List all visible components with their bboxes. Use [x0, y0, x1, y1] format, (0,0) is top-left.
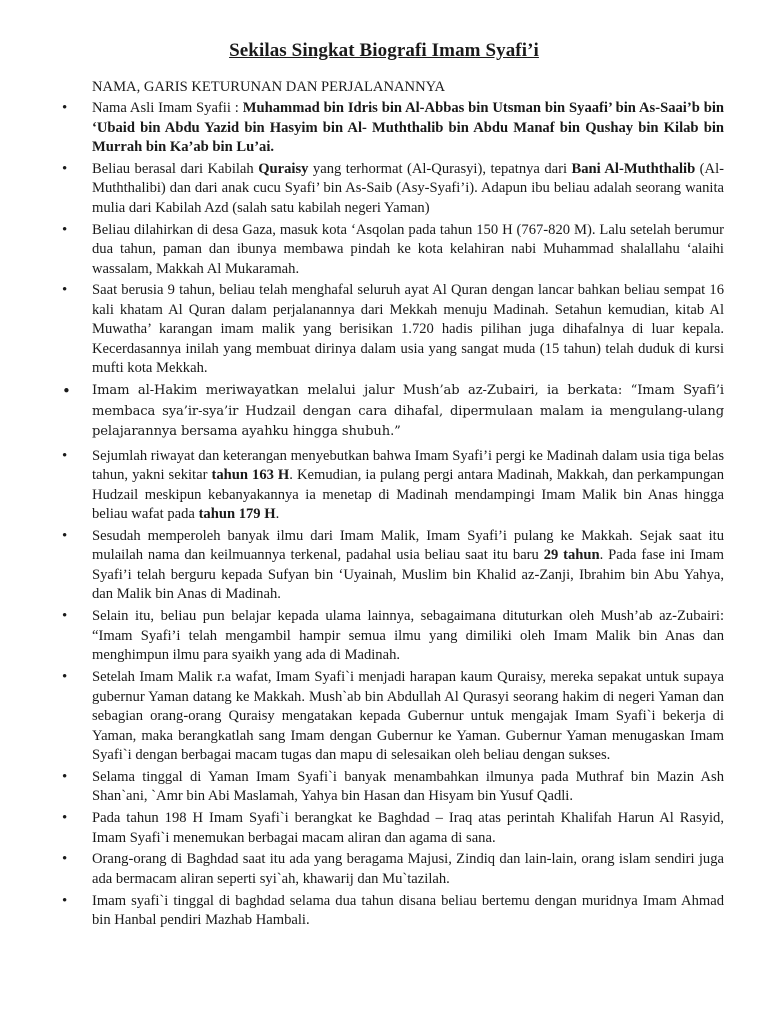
text-segment: Orang-orang di Baghdad saat itu ada yang beragama Majusi, Zindiq dan lain-lain, orang islam sendiri juga ada bermacam aliran seperti syi`ah, khawarij dan Mu`tazilah. — [92, 851, 724, 887]
text-segment: Sesudah memperoleh banyak ilmu dari Imam Malik, Imam Syafi’i pulang ke Makkah. Sejak saat itu mulailah nama dan keilmuannya terkenal, padahal usia beliau saat itu baru — [92, 527, 724, 564]
bold-text: tahun 163 H — [211, 467, 290, 484]
text-segment: Sejumlah riwayat dan keterangan menyebutkan bahwa Imam Syafi’i pergi ke Madinah dalam usia tiga belas tahun, yakni sekitar — [92, 447, 724, 484]
list-item — [60, 160, 724, 219]
section-heading: NAMA, GARIS KETURUNAN DAN PERJALANANNYA — [92, 79, 446, 95]
text-segment: Imam syafi`i tinggal di baghdad selama dua tahun disana beliau bertemu dengan muridnya Imam Ahmad bin Hanbal pendiri Mazhab Hambali. — [92, 892, 724, 929]
text-segment: Setelah Imam Malik r.a wafat, Imam Syafi`i menjadi harapan kaum Quraisy, mereka sepakat untuk supaya gubernur Yaman datang ke Makkah. Mush`ab bin Abdullah Al Qurasyi seorang hakim di negeri Yaman dan sebagian orang-orang Quraisy mengatakan kepada Gubernur untuk mengajak Imam Syafi`i bekerja di Yaman, maka berangkatlah sang Imam dengan Gubernur ke Yaman. Gubernur Yaman menugaskan Imam Syafi`i dengan berbagai macam tugas dan mapu di selesaikan oleh beliau dengan sukses. — [92, 669, 724, 764]
document-title: Sekilas Singkat Biografi Imam Syafi’i — [229, 40, 539, 61]
text-segment: Selama tinggal di Yaman Imam Syafi`i banyak menambahkan ilmunya pada Muthraf bin Mazin Ash Shan`ani, `Amr bin Abi Maslamah, Yahya bin Hasan dan Hisyam bin Yusuf Qadli. — [92, 768, 724, 805]
list-item — [60, 381, 724, 443]
bold-text: tahun 179 H — [198, 506, 276, 523]
text-segment: . Kemudian, ia pulang pergi antara Madinah, Makkah, dan perkampungan Hudzail meskipun kebanyakannya ia menetap di Madinah mendampingi Imam Malik bin Anas hingga beliau wafat pada — [92, 467, 725, 523]
list-item — [60, 607, 724, 666]
list-item — [60, 809, 724, 848]
list-item — [60, 221, 724, 280]
biography-list — [60, 99, 724, 933]
list-item — [60, 850, 724, 889]
bold-text: Muhammad bin Idris bin Al-Abbas bin Utsman bin Syaafi’ bin As-Saai’b bin ‘Ubaid bin Abdu Yazid bin Hasyim bin Al- Muththalib bin Abdu Manaf bin Qushay bin Kilab bin Murrah bin Ka’ab bin Lu’ai. — [92, 100, 724, 155]
text-segment: Beliau berasal dari Kabilah — [92, 160, 259, 177]
text-segment: Nama Asli Imam Syafii : — [92, 100, 243, 116]
text-segment: yang terhormat (Al-Qurasyi), tepatnya dari — [308, 160, 572, 177]
text-segment: Saat berusia 9 tahun, beliau telah menghafal seluruh ayat Al Quran dengan lancar bahkan beliau sempat 16 kali khatam Al Quran dalam perjalanannya dari Mekkah menuju Madinah. Setahun kemudian, kitab Al Muwatha’ karangan imam malik yang berisikan 1.720 hadis pilihan juga dihafalnya di luar kepala. Kecerdasannya inilah yang membuat dirinya dalam usia yang sangat muda (15 tahun) telah duduk di kursi mufti kota Mekkah. — [92, 282, 724, 377]
list-item — [60, 447, 724, 525]
list-item — [60, 892, 724, 931]
list-item — [60, 768, 724, 807]
text-segment: . — [275, 506, 280, 523]
list-item — [60, 668, 724, 766]
text-segment: Pada tahun 198 H Imam Syafi`i berangkat ke Baghdad – Iraq atas perintah Khalifah Harun Al Rasyid, Imam Syafi`i menemukan berbagai macam aliran dan agama di sana. — [92, 810, 724, 846]
list-item — [60, 99, 724, 158]
list-item — [60, 527, 724, 605]
text-segment: Imam al-Hakim meriwayatkan melalui jalur Mush’ab az-Zubairi, ia berkata: “Imam Syafi’i membaca sya’ir-sya’ir Hudzail dengan cara dihafal, dipermulaan malam ia mengulang-ulang pelajarannya bersama ayahku hingga shubuh.” — [92, 383, 724, 440]
text-segment: Beliau dilahirkan di desa Gaza, masuk kota ‘Asqolan pada tahun 150 H (767-820 M). Lalu setelah berumur dua tahun, paman dan ibunya membawa pindah ke kota kelahiran nabi Muhammad shalallahu ‘alaihi wassalam, Makkah Al Mukaramah. — [92, 221, 724, 277]
bold-text: 29 tahun — [543, 547, 600, 564]
text-segment: (Al-Muththalibi) dan dari anak cucu Syafi’ bin As-Saib (Asy-Syafi’i). Adapun ibu beliau adalah seorang wanita mulia dari Kabilah Azd (salah satu kabilah negeri Yaman) — [92, 160, 724, 216]
bold-text: Quraisy — [258, 160, 309, 177]
text-segment: Selain itu, beliau pun belajar kepada ulama lainnya, sebagaimana dituturkan oleh Mush’ab az-Zubairi: “Imam Syafi’i telah mengambil hampir semua ilmu yang dimiliki oleh Imam Malik bin Anas dan menghimpun ilmu para syaikh yang ada di Madinah. — [92, 608, 724, 664]
bold-text: Bani Al-Muththalib — [571, 160, 696, 177]
text-segment: . Pada fase ini Imam Syafi’i telah berguru kepada Sufyan bin ‘Uyainah, Muslim bin Khalid az-Zanji, Ibrahim bin Abu Yahya, dan Malik bin Anas di Madinah. — [92, 547, 724, 603]
list-item — [60, 281, 724, 379]
